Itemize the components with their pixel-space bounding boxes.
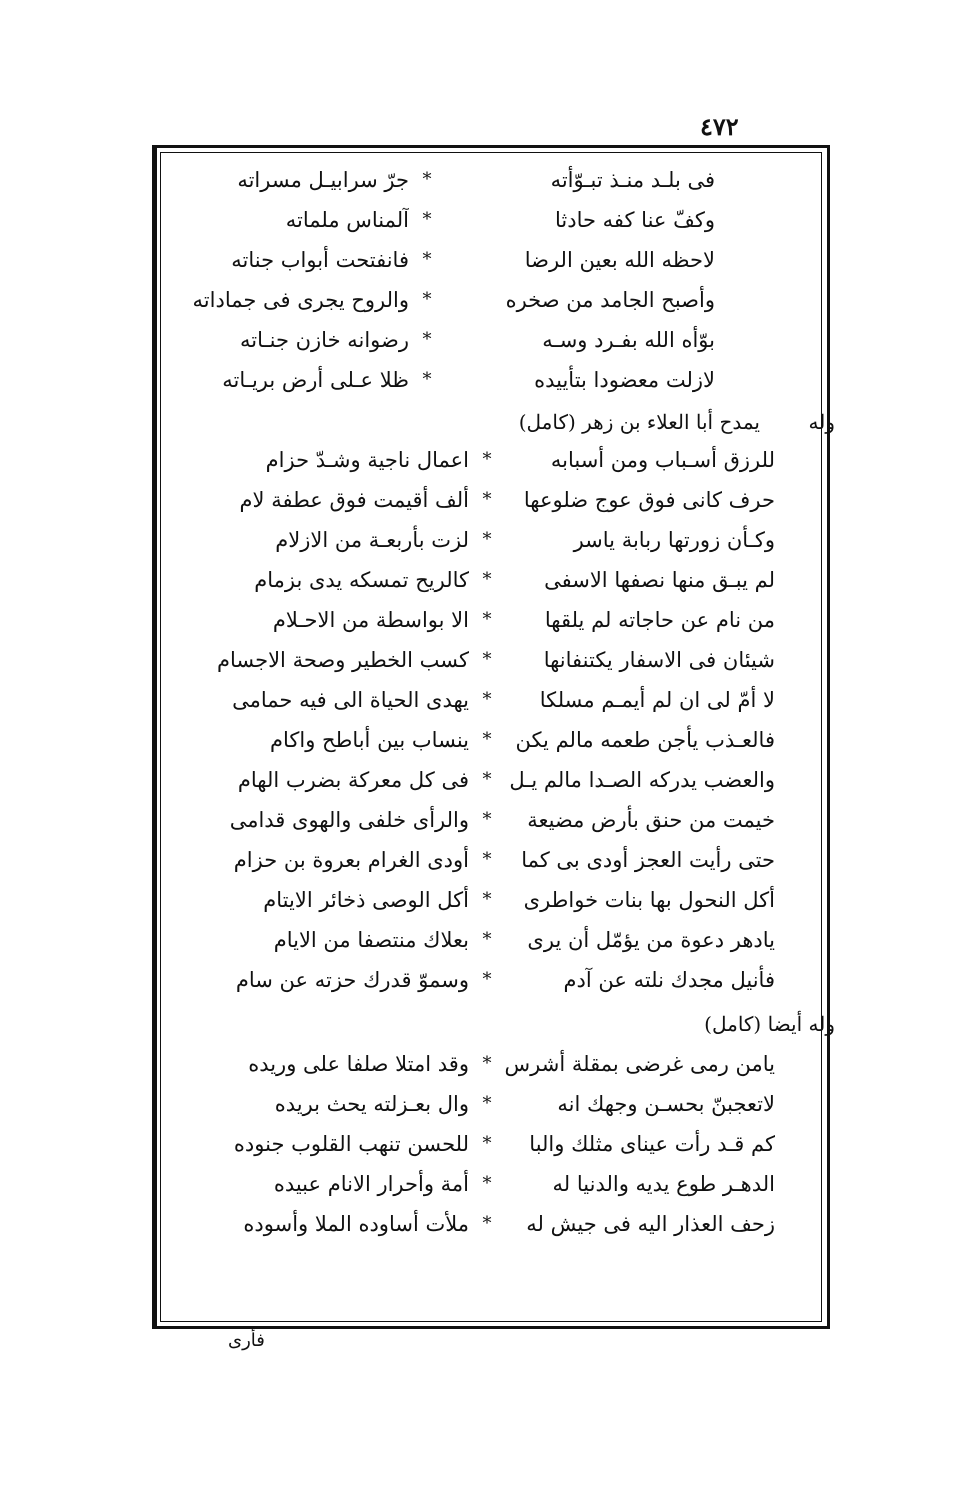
verse-first-hemistich: فأنيل مجدك نلته عن آدم [563,968,775,992]
section-label: وله [808,410,835,434]
verse-first-hemistich: من نام عن حاجاته لم يلقها [544,608,775,632]
verse-line [175,1204,815,1244]
verse-first-hemistich: لاحظه الله بعين الرضا [524,248,715,272]
verse-first-hemistich: يامن رمى غرضى بمقلة أشرس [505,1052,775,1076]
verse-second-hemistich: للحسن تنهب القلوب جنوده [233,1132,469,1156]
verse-first-hemistich: كم قـد رأت عيناى مثلك والبا [529,1132,775,1156]
section-heading: يمدح أبا العلاء بن زهر (كامل) [518,410,760,434]
verse-line [175,680,815,720]
verse-line [175,960,815,1000]
hemistich-separator: * [482,809,492,830]
verse-line [175,280,815,320]
verse-first-hemistich: لا أمّ لى ان لم أيمـم مسلكا [539,688,775,712]
verse-second-hemistich: أمة وأحرار الانام عبيده [273,1172,469,1196]
verse-second-hemistich: وسموّ قدرك حزته عن سام [235,968,469,992]
verse-line [175,1164,815,1204]
verse-first-hemistich: وأصبح الجامد من صخره [505,288,715,312]
verse-second-hemistich: وقد امتلا صلفا على وريده [248,1052,469,1076]
hemistich-separator: * [482,1053,492,1074]
hemistich-separator: * [482,769,492,790]
verse-first-hemistich: لازلت معضودا بتأييده [534,368,715,392]
hemistich-separator: * [482,849,492,870]
verse-line [175,560,815,600]
verse-second-hemistich: والرأى خلفى والهوى قدامى [229,808,469,832]
hemistich-separator: * [482,689,492,710]
hemistich-separator: * [482,649,492,670]
hemistich-separator: * [482,1133,492,1154]
verse-first-hemistich: حتى رأيت العجز أودى بى كما [521,848,775,872]
verse-second-hemistich: اعمال ناجية وشـدّ حزام [265,448,469,472]
poem-text-block [175,160,835,1310]
verse-first-hemistich: أكل النحول بها بنات خواطرى [523,888,775,912]
hemistich-separator: * [482,529,492,550]
catchword: فأرى [228,1330,265,1351]
verse-line [175,760,815,800]
verse-second-hemistich: أكل الوصى ذخائر الايتام [263,888,469,912]
verse-second-hemistich: رضوانه خازن جنـاته [239,328,409,352]
verse-first-hemistich: وكـأن زورتها ربابة ياسر [573,528,775,552]
hemistich-separator: * [422,169,432,190]
verse-second-hemistich: جرّ سرابيـل مسراته [237,168,409,192]
verse-first-hemistich: لم يبـق منها نصفها الاسفى [544,568,775,592]
verse-line [175,480,815,520]
hemistich-separator: * [482,489,492,510]
hemistich-separator: * [482,609,492,630]
verse-line [175,520,815,560]
hemistich-separator: * [482,929,492,950]
verse-line [175,1084,815,1124]
hemistich-separator: * [482,569,492,590]
verse-first-hemistich: والعضب يدركه الصـدا مالم يـل [509,768,775,792]
verse-second-hemistich: أودى الغرام بعروة بن حزام [233,848,469,872]
verse-second-hemistich: كالريح تمسكه يدى بزمام [254,568,469,592]
verse-line [175,1124,815,1164]
verse-first-hemistich: بوّأه الله بفـرد وسـه [542,328,715,352]
verse-second-hemistich: ألف أقيمت فوق عطفة لام [239,488,469,512]
verse-line [175,720,815,760]
verse-second-hemistich: يهدى الحياة الى فيه حمامى [232,688,469,712]
hemistich-separator: * [422,289,432,310]
verse-first-hemistich: لاتعجبنّ بحسـن وجهك انه [557,1092,775,1116]
verse-second-hemistich: ظلا عـلى أرض بريـاته [222,368,409,392]
verse-first-hemistich: الدهـر طوع يديه والدنيا له [552,1172,775,1196]
verse-line [175,640,815,680]
verse-first-hemistich: حرف كانى فوق عوج ضلوعها [523,488,775,512]
hemistich-separator: * [482,729,492,750]
verse-second-hemistich: كسب الخطير وصحة الاجسام [216,648,469,672]
hemistich-separator: * [482,1173,492,1194]
verse-line [175,920,815,960]
verse-line [175,160,815,200]
verse-line [175,840,815,880]
verse-line [175,600,815,640]
verse-line [175,200,815,240]
hemistich-separator: * [482,969,492,990]
verse-first-hemistich: شيئان فى الاسفار يكتنفانها [543,648,775,672]
verse-first-hemistich: فالعـذب يأجن طعمه مالم يكن [515,728,775,752]
hemistich-separator: * [482,449,492,470]
hemistich-separator: * [482,1093,492,1114]
hemistich-separator: * [482,1213,492,1234]
verse-line [175,240,815,280]
verse-line [175,440,815,480]
verse-first-hemistich: يادهر دعوة من يؤمّل أن يرى [527,928,775,952]
page-number: ٤٧٢ [700,112,739,141]
section-heading: وله أيضا (كامل) [704,1012,835,1036]
hemistich-separator: * [422,369,432,390]
verse-second-hemistich: فانفتحت أبواب جناته [231,248,409,272]
verse-first-hemistich: للرزق أسـباب ومن أسبابه [550,448,775,472]
verse-first-hemistich: فى بلـد منـذ تبـوّأته [550,168,715,192]
verse-second-hemistich: والروح يجرى فى جماداته [192,288,409,312]
verse-first-hemistich: وكفّ عنا كفه حادثا [554,208,715,232]
verse-second-hemistich: بعلاك منتصفا من الايام [273,928,469,952]
verse-first-hemistich: زحف العذار اليه فى جيش له [526,1212,775,1236]
verse-line [175,880,815,920]
hemistich-separator: * [422,249,432,270]
verse-second-hemistich: الا بواسطة من الاحـلام [272,608,469,632]
verse-second-hemistich: ملأت أساوده الملا وأسوده [243,1212,469,1236]
verse-line [175,320,815,360]
verse-first-hemistich: خيمت من حنق بأرض مضيعة [527,808,775,832]
verse-second-hemistich: آلمناس ملماته [285,208,409,232]
verse-line [175,800,815,840]
hemistich-separator: * [422,329,432,350]
hemistich-separator: * [422,209,432,230]
hemistich-separator: * [482,889,492,910]
verse-second-hemistich: لزت بأربعـة من الازلام [275,528,469,552]
verse-line [175,360,815,400]
verse-line [175,1044,815,1084]
verse-second-hemistich: وال بعـزلته يحث بريده [274,1092,469,1116]
verse-second-hemistich: فى كل معركة بضرب الهام [237,768,469,792]
verse-second-hemistich: ينساب بين أباطح واكام [270,728,469,752]
